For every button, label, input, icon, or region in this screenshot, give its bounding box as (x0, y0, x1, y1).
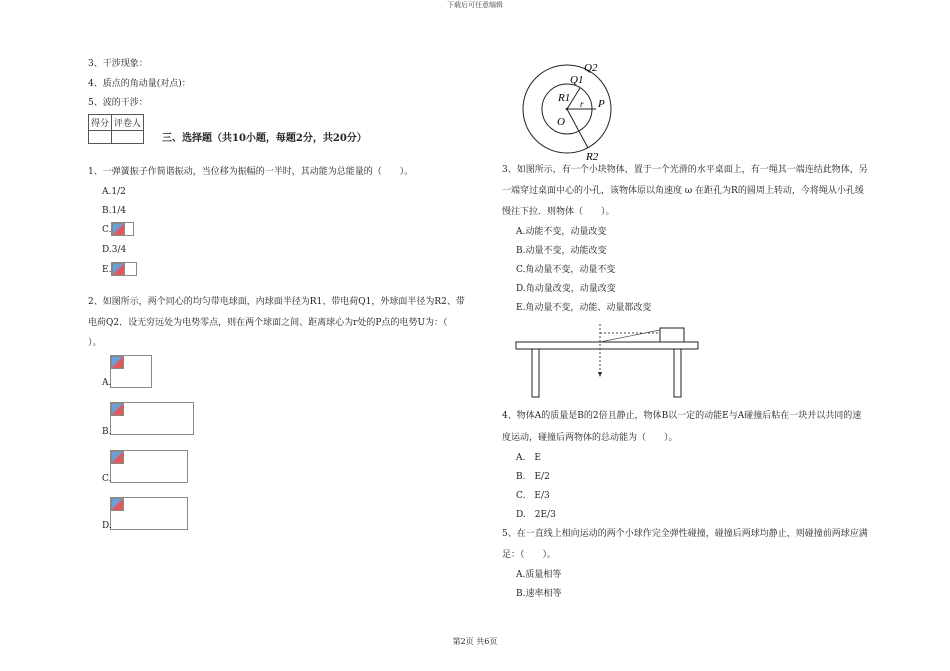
score-cell-label: 得分 (89, 115, 112, 131)
q3-option-e[interactable]: E.角动量不变，动能、动量都改变 (516, 303, 652, 313)
q3-option-d[interactable]: D.角动量改变，动量改变 (516, 284, 616, 294)
label-q1: Q1 (570, 74, 584, 86)
string-diagonal (600, 330, 660, 342)
definition-3: 3、干涉现象： (88, 59, 148, 69)
q1-option-d[interactable]: D.3/4 (102, 245, 127, 255)
q2-option-d[interactable]: D. (102, 521, 112, 531)
page-footer: 第2页 共6页 (452, 637, 498, 646)
label-p: P (598, 98, 605, 110)
label-o: O (557, 116, 565, 128)
question-3-line2: 一端穿过桌面中心的小孔，该物体原以角速度 ω 在距孔为R的圆周上转动，今将绳从小孔缓 (502, 186, 864, 196)
question-4-line2: 度运动，碰撞后两物体的总动能为（ ）。 (502, 433, 678, 443)
score-table (88, 114, 144, 144)
q3-option-a[interactable]: A.动能不变，动量改变 (516, 227, 607, 237)
section-title: 三、选择题（共10小题，每题2分，共20分） (162, 133, 367, 144)
q4-option-d[interactable]: D. 2E/3 (516, 510, 556, 520)
question-4-line1: 4、物体A的质量是B的2倍且静止，物体B以一定的动能E与A碰撞后粘在一块并以共同的速 (502, 411, 862, 421)
broken-image-icon (111, 451, 124, 464)
q4-option-a[interactable]: A. E (516, 453, 541, 463)
q5-option-a[interactable]: A.质量相等 (516, 570, 562, 580)
block-object (660, 328, 684, 342)
grader-cell-empty[interactable] (112, 131, 144, 144)
label-r1: R1 (558, 92, 571, 104)
question-1-text: 1、一弹簧振子作简谐振动，当位移为振幅的一半时，其动能为总能量的（ ）。 (88, 167, 414, 177)
center-point (566, 108, 569, 111)
broken-image-icon (112, 223, 125, 236)
broken-image-icon (111, 498, 124, 511)
q1-option-a[interactable]: A.1/2 (102, 187, 126, 197)
question-3-line3: 慢往下拉．则物体（ ）。 (502, 207, 615, 217)
q1-option-b[interactable]: B.1/4 (102, 206, 126, 216)
concentric-spheres-diagram (512, 55, 627, 163)
header-note: 下载后可任意编辑 (447, 1, 503, 9)
q2-option-c-image (110, 450, 188, 483)
question-5-line1: 5、在一直线上相向运动的两个小球作完全弹性碰撞，碰撞后两球均静止，则碰撞前两球应满 (502, 529, 868, 539)
label-q2: Q2 (584, 62, 598, 74)
q5-option-b[interactable]: B.速率相等 (516, 589, 562, 599)
q2-option-d-image (110, 497, 188, 530)
table-top (516, 342, 698, 349)
label-r2: R2 (586, 151, 599, 163)
q2-option-b[interactable]: B. (102, 427, 112, 437)
q2-option-a[interactable]: A. (102, 378, 112, 388)
q1-option-c[interactable]: C. (102, 225, 112, 235)
radius-r2-line (567, 109, 588, 148)
q1-option-e[interactable]: E. (102, 265, 112, 275)
definition-5: 5、波的干涉： (88, 98, 148, 108)
q3-option-b[interactable]: B.动量不变，动能改变 (516, 246, 607, 256)
q1-option-c-image (111, 222, 134, 236)
broken-image-icon (112, 263, 125, 276)
broken-image-icon (111, 403, 124, 416)
score-cell-empty[interactable] (89, 131, 112, 144)
q4-option-c[interactable]: C. E/3 (516, 491, 550, 501)
table-leg-left (532, 349, 539, 397)
broken-image-icon (111, 356, 124, 369)
q4-option-b[interactable]: B. E/2 (516, 472, 550, 482)
q2-option-c[interactable]: C. (102, 474, 112, 484)
question-2-line2: 电荷Q2．设无穷远处为电势零点，则在两个球面之间、距离球心为r处的P点的电势U为：（ (88, 318, 448, 328)
down-arrow-icon (598, 372, 602, 377)
grader-cell-label: 评卷人 (112, 115, 144, 131)
question-2-line1: 2、如图所示，两个同心的均匀带电球面，内球面半径为R1、带电荷Q1，外球面半径为R2、带 (88, 297, 465, 307)
label-r: r (580, 99, 584, 109)
definition-4: 4、质点的角动量(对点)： (88, 79, 191, 89)
table-leg-right (674, 349, 681, 397)
question-5-line2: 足：（ ）。 (502, 550, 557, 560)
table-block-diagram (512, 322, 702, 400)
q2-option-b-image (110, 402, 194, 435)
q1-option-e-image (111, 262, 137, 276)
question-2-line3: ）。 (88, 338, 102, 348)
question-3-line1: 3、如图所示，有一个小块物体，置于一个光滑的水平桌面上，有一绳其一端连结此物体，另 (502, 165, 868, 175)
q3-option-c[interactable]: C.角动量不变，动量不变 (516, 265, 616, 275)
q2-option-a-image (110, 355, 152, 388)
